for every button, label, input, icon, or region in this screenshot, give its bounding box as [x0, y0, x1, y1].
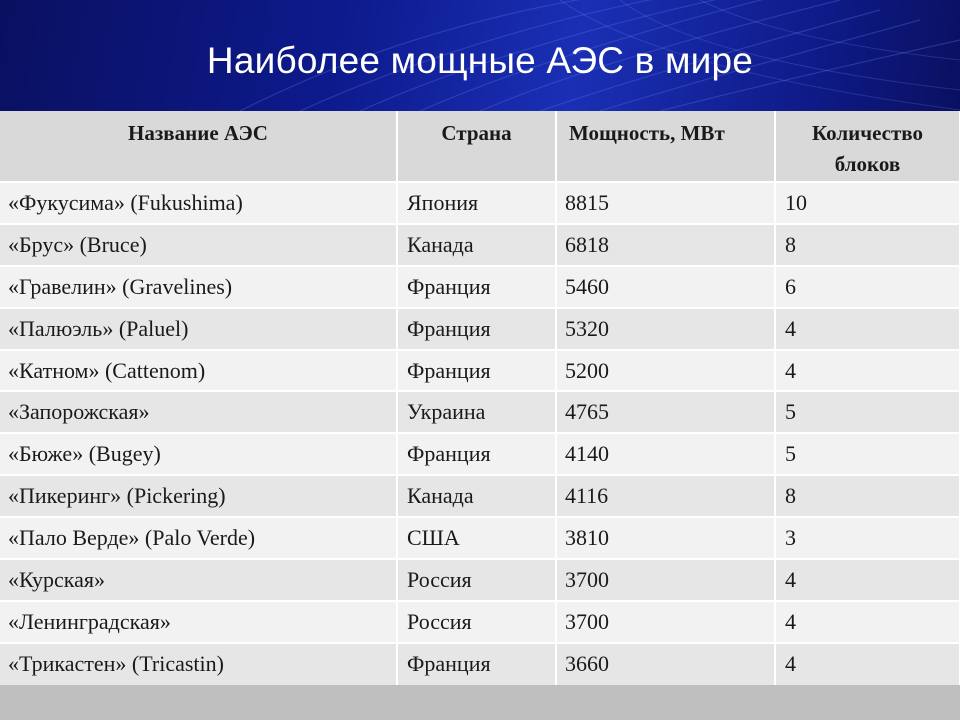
- table-row: [0, 391, 960, 433]
- cell-country: Франция: [397, 350, 556, 392]
- header-country: Страна: [397, 111, 556, 182]
- cell-power: 3700: [556, 601, 775, 643]
- header-power: Мощность, МВт: [556, 111, 775, 182]
- cell-power: 3700: [556, 559, 775, 601]
- cell-name: «Запорожская»: [0, 391, 397, 433]
- table-row: [0, 433, 960, 475]
- cell-country: Франция: [397, 308, 556, 350]
- npp-table: [0, 111, 960, 685]
- table-row: [0, 266, 960, 308]
- cell-name: «Брус» (Bruce): [0, 224, 397, 266]
- cell-power: 5200: [556, 350, 775, 392]
- cell-power: 4116: [556, 475, 775, 517]
- cell-power: 8815: [556, 182, 775, 224]
- table-header-row: [0, 111, 960, 182]
- header-units: Количество блоков: [775, 111, 960, 182]
- cell-power: 3660: [556, 643, 775, 685]
- cell-name: «Фукусима» (Fukushima): [0, 182, 397, 224]
- cell-country: Россия: [397, 601, 556, 643]
- title-banner: [0, 0, 960, 111]
- cell-name: «Трикастен» (Tricastin): [0, 643, 397, 685]
- cell-power: 5460: [556, 266, 775, 308]
- table-row: [0, 475, 960, 517]
- cell-units: 5: [775, 391, 960, 433]
- cell-country: Франция: [397, 433, 556, 475]
- cell-name: «Пикеринг» (Pickering): [0, 475, 397, 517]
- cell-country: Канада: [397, 224, 556, 266]
- cell-name: «Катном» (Cattenom): [0, 350, 397, 392]
- cell-power: 6818: [556, 224, 775, 266]
- table-row: [0, 350, 960, 392]
- cell-units: 4: [775, 643, 960, 685]
- cell-units: 4: [775, 559, 960, 601]
- header-name: Название АЭС: [0, 111, 397, 182]
- cell-country: Франция: [397, 643, 556, 685]
- table-row: [0, 517, 960, 559]
- cell-units: 4: [775, 350, 960, 392]
- cell-power: 3810: [556, 517, 775, 559]
- cell-units: 5: [775, 433, 960, 475]
- cell-units: 4: [775, 601, 960, 643]
- cell-units: 4: [775, 308, 960, 350]
- cell-country: Россия: [397, 559, 556, 601]
- table-row: [0, 308, 960, 350]
- table-row: [0, 182, 960, 224]
- table-row: [0, 601, 960, 643]
- cell-units: 8: [775, 475, 960, 517]
- cell-name: «Бюже» (Bugey): [0, 433, 397, 475]
- cell-country: США: [397, 517, 556, 559]
- cell-units: 8: [775, 224, 960, 266]
- cell-country: Франция: [397, 266, 556, 308]
- cell-units: 3: [775, 517, 960, 559]
- cell-power: 4140: [556, 433, 775, 475]
- cell-country: Япония: [397, 182, 556, 224]
- table-row: [0, 643, 960, 685]
- cell-country: Канада: [397, 475, 556, 517]
- cell-name: «Гравелин» (Gravelines): [0, 266, 397, 308]
- cell-name: «Пало Верде» (Palo Verde): [0, 517, 397, 559]
- cell-name: «Ленинградская»: [0, 601, 397, 643]
- table-row: [0, 224, 960, 266]
- cell-power: 4765: [556, 391, 775, 433]
- table-row: [0, 559, 960, 601]
- cell-units: 10: [775, 182, 960, 224]
- cell-name: «Палюэль» (Paluel): [0, 308, 397, 350]
- cell-power: 5320: [556, 308, 775, 350]
- cell-units: 6: [775, 266, 960, 308]
- cell-country: Украина: [397, 391, 556, 433]
- page-title: Наиболее мощные АЭС в мире: [206, 40, 754, 81]
- cell-name: «Курская»: [0, 559, 397, 601]
